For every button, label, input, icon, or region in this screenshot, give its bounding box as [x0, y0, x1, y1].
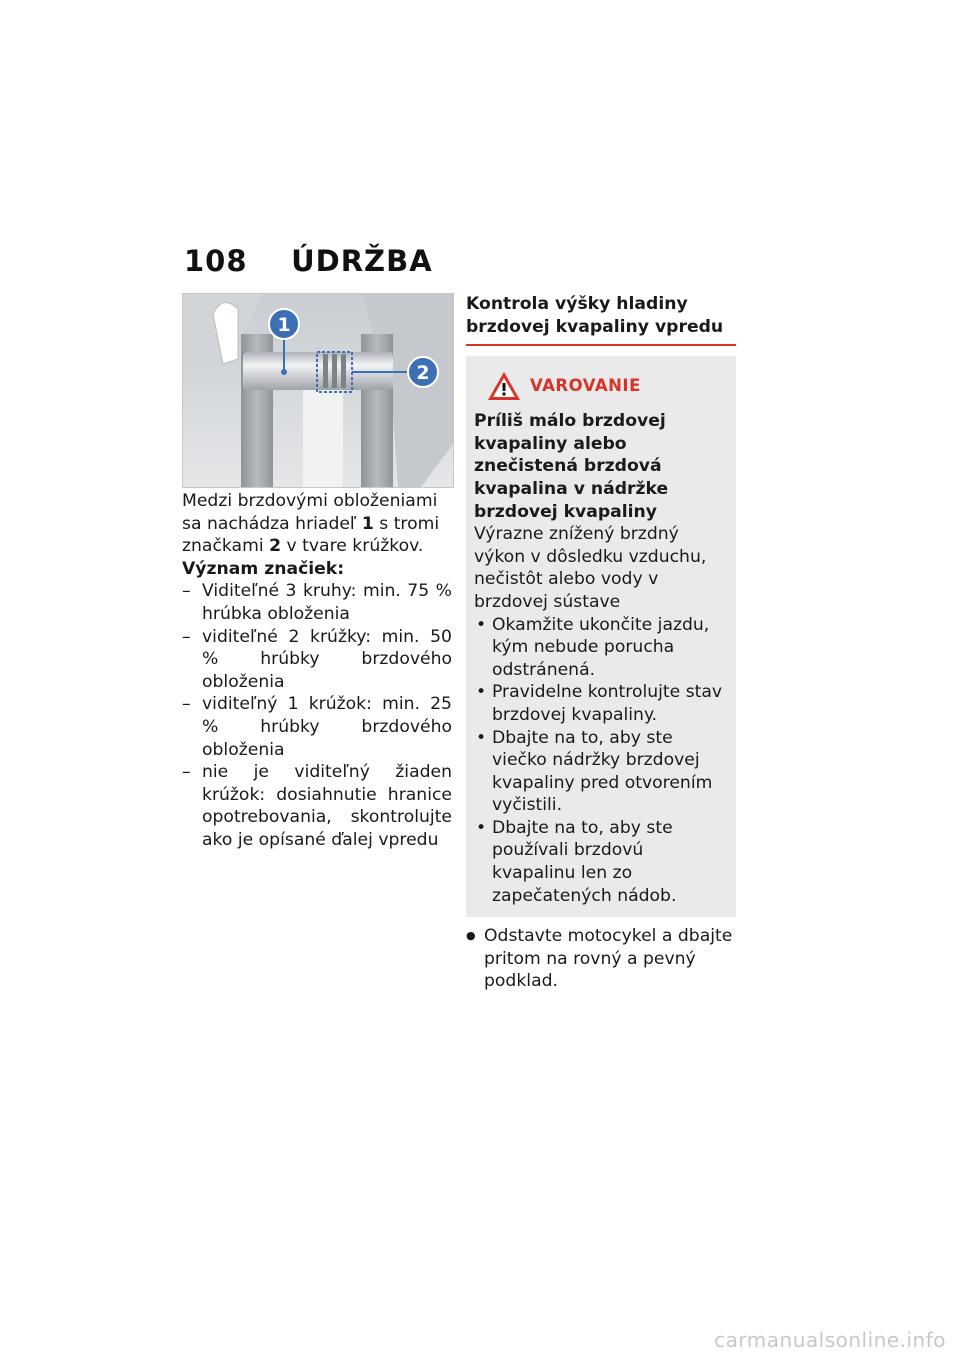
callout-1-label: 1 — [277, 314, 291, 336]
page-header — [184, 244, 433, 278]
wear-rings — [323, 354, 346, 388]
brake-pad-illustration — [183, 294, 453, 487]
list-item: – viditeľný 1 krúžok: min. 25 % hrúbky brzdového obloženia — [182, 693, 452, 761]
right-column — [466, 293, 736, 993]
chapter-title: ÚDRŽBA — [291, 244, 433, 278]
warning-box — [466, 356, 736, 917]
intro-ref-2: 2 — [269, 536, 282, 557]
left-column — [182, 490, 452, 852]
wear-marks-list — [182, 580, 452, 851]
page-number: 108 — [184, 244, 248, 278]
disc-gap — [303, 389, 343, 487]
warning-description: Výrazne znížený brzdný výkon v dôsledku vzduchu, nečistôt alebo vody v brzdovej sústave — [474, 524, 707, 612]
warning-label: VAROVANIE — [530, 375, 641, 395]
list-item: – viditeľné 2 krúžky: min. 50 % hrúbky brzdového obloženia — [182, 626, 452, 694]
list-item: • Okamžite ukončite jazdu, kým nebude porucha odstránená. — [474, 614, 728, 682]
warning-headline: Príliš málo brzdovej kvapaliny alebo znečistená brzdová kvapalina v nádržke brzdovej kvapaliny — [474, 411, 669, 522]
warning-triangle-icon — [486, 370, 522, 402]
meaning-heading: Význam značiek: — [182, 558, 345, 579]
brake-pad-figure — [182, 293, 454, 488]
list-item: – Viditeľné 3 kruhy: min. 75 % hrúbka obloženia — [182, 580, 452, 625]
section-title: Kontrola výšky hladiny brzdovej kvapaliny vpredu — [466, 293, 736, 346]
callout-1-dot — [281, 369, 287, 375]
list-item: • Dbajte na to, aby ste používali brzdovú kvapalinu len zo zapečatených nádob. — [474, 817, 728, 907]
list-item: ● Odstavte motocykel a dbajte pritom na rovný a pevný podklad. — [466, 925, 736, 993]
watermark: carmanualsonline.info — [714, 1328, 946, 1352]
intro-paragraph: Medzi brzdovými obloženiami sa nachádza hriadeľ 1 s tromi značkami 2 v tvare krúžkov. — [182, 491, 440, 557]
intro-ref-1: 1 — [361, 513, 374, 534]
list-item: • Dbajte na to, aby ste viečko nádržky brzdovej kvapaliny pred otvorením vyčistili. — [474, 727, 728, 817]
steps-list — [466, 925, 736, 993]
list-item: • Pravidelne kontrolujte stav brzdovej kvapaliny. — [474, 681, 728, 726]
list-item: – nie je viditeľný žiaden krúžok: dosiahnutie hranice opotrebovania, skontrolujte ako je opísané ďalej vpredu — [182, 761, 452, 851]
warning-header — [474, 368, 728, 404]
warning-actions-list — [474, 614, 728, 908]
callout-2-label: 2 — [416, 362, 430, 384]
